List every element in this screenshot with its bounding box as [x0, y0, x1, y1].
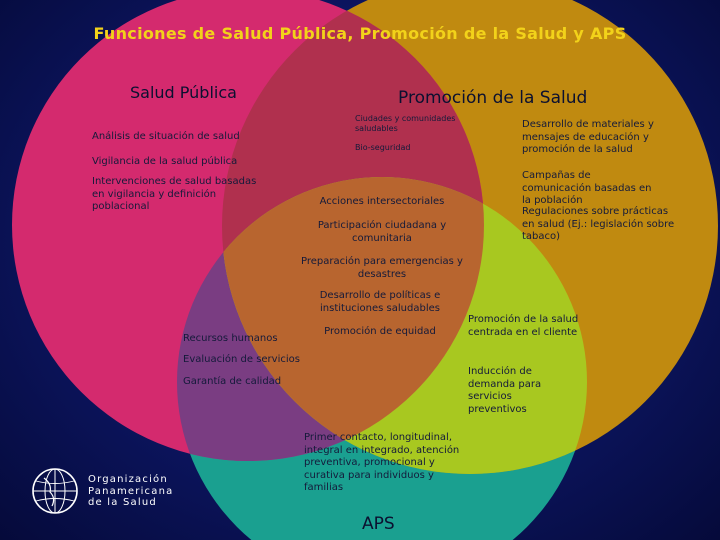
sp-aps-item-recursos: Recursos humanos	[183, 333, 278, 344]
sp-item-analisis: Análisis de situación de salud	[92, 131, 240, 142]
logo-text: Organización Panamericana de la Salud	[88, 474, 174, 508]
center-item-emergencias: Preparación para emergencias y desastres	[301, 256, 463, 280]
ps-item-campanas: Campañas de comunicación basadas en la población	[522, 170, 652, 206]
sp-ps-item-bioseguridad: Bio-seguridad	[355, 143, 411, 152]
center-item-politicas: Desarrollo de políticas e instituciones saludables	[319, 290, 441, 314]
ps-aps-item-demanda: Inducción de demanda para servicios preventivos	[468, 366, 542, 415]
salud-publica-heading: Salud Pública	[130, 83, 237, 102]
page-title: Funciones de Salud Pública, Promoción de la Salud y APS	[93, 24, 627, 43]
sp-aps-item-evaluacion: Evaluación de servicios	[183, 354, 300, 365]
center-item-equidad: Promoción de equidad	[324, 326, 436, 337]
sp-item-intervenciones: Intervenciones de salud basadas en vigilancia y definición poblacional	[92, 176, 257, 212]
globe-icon	[33, 469, 77, 513]
ps-aps-item-cliente: Promoción de la salud centrada en el cliente	[468, 314, 579, 338]
promocion-heading: Promoción de la Salud	[398, 88, 588, 108]
sp-item-vigilancia: Vigilancia de la salud pública	[92, 156, 238, 167]
aps-heading: APS	[362, 514, 395, 534]
center-item-intersectoriales: Acciones intersectoriales	[319, 196, 445, 207]
aps-item-primer-contacto: Primer contacto, longitudinal, integral en integrado, atención preventiva, promocional y curativa para individuos y familias	[304, 432, 460, 493]
ps-item-regulaciones: Regulaciones sobre prácticas en salud (Ej.: legislación sobre tabaco)	[522, 206, 675, 242]
sp-ps-item-ciudades: Ciudades y comunidades saludables	[355, 114, 456, 133]
ps-item-materiales: Desarrollo de materiales y mensajes de educación y promoción de la salud	[522, 119, 654, 155]
center-item-participacion: Participación ciudadana y comunitaria	[317, 220, 447, 244]
sp-aps-item-calidad: Garantía de calidad	[183, 376, 282, 387]
